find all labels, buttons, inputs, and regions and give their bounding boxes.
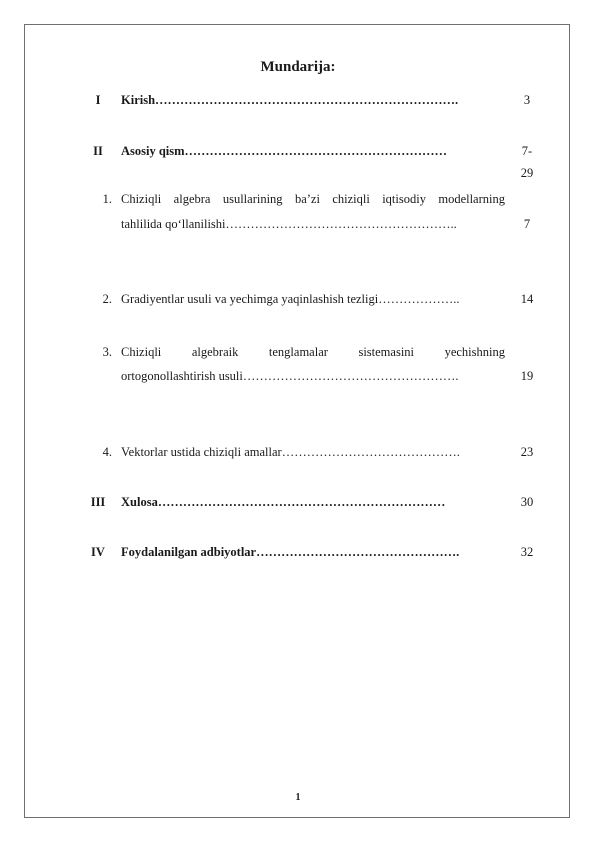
page-number: 1 xyxy=(295,792,301,803)
toc-sub-number: 3. xyxy=(102,345,112,359)
toc-page-number: 23 xyxy=(520,445,534,459)
toc-entry-text: Vektorlar ustida chiziqli amallar……………………………………. xyxy=(121,445,460,459)
toc-page-number: 7- xyxy=(521,144,533,158)
toc-entry-text: Chiziqli algebraik tenglamalar sistemasini yechishning xyxy=(121,345,505,359)
toc-page-number: 14 xyxy=(520,292,534,306)
toc-number: III xyxy=(90,495,106,509)
toc-number: IV xyxy=(91,545,105,559)
document-title: Mundarija: xyxy=(260,59,336,75)
toc-entry-text: Foydalanilgan adbiyotlar…………………………………………. xyxy=(121,545,460,559)
toc-entry-text: Asosiy qism……………………………………………………… xyxy=(121,144,448,158)
toc-page-number: 3 xyxy=(523,93,531,107)
toc-sub-number: 4. xyxy=(102,445,112,459)
toc-entry-text: Chiziqli algebra usullarining ba’zi chiziqli iqtisodiy modellarning xyxy=(121,192,505,206)
toc-entry-text-cont: ortogonollashtirish usuli……………………………………………. xyxy=(121,369,459,383)
toc-number: II xyxy=(93,144,103,158)
toc-page-number-cont: 29 xyxy=(520,166,534,180)
toc-number: I xyxy=(95,93,101,107)
toc-page-number: 30 xyxy=(520,495,534,509)
toc-entry-text-cont: tahlilida qo‘llanilishi……………………………………………….. xyxy=(121,217,457,231)
toc-entry-text: Kirish………………………………………………………………. xyxy=(121,93,459,107)
toc-sub-number: 2. xyxy=(102,292,112,306)
toc-sub-number: 1. xyxy=(102,192,112,206)
toc-page-number: 32 xyxy=(520,545,534,559)
toc-page-number: 19 xyxy=(520,369,534,383)
toc-page-number: 7 xyxy=(523,217,531,231)
toc-entry-text: Xulosa…………………………………………………………… xyxy=(121,495,446,509)
toc-entry-text: Gradiyentlar usuli va yechimga yaqinlashish tezligi……………….. xyxy=(121,292,460,306)
